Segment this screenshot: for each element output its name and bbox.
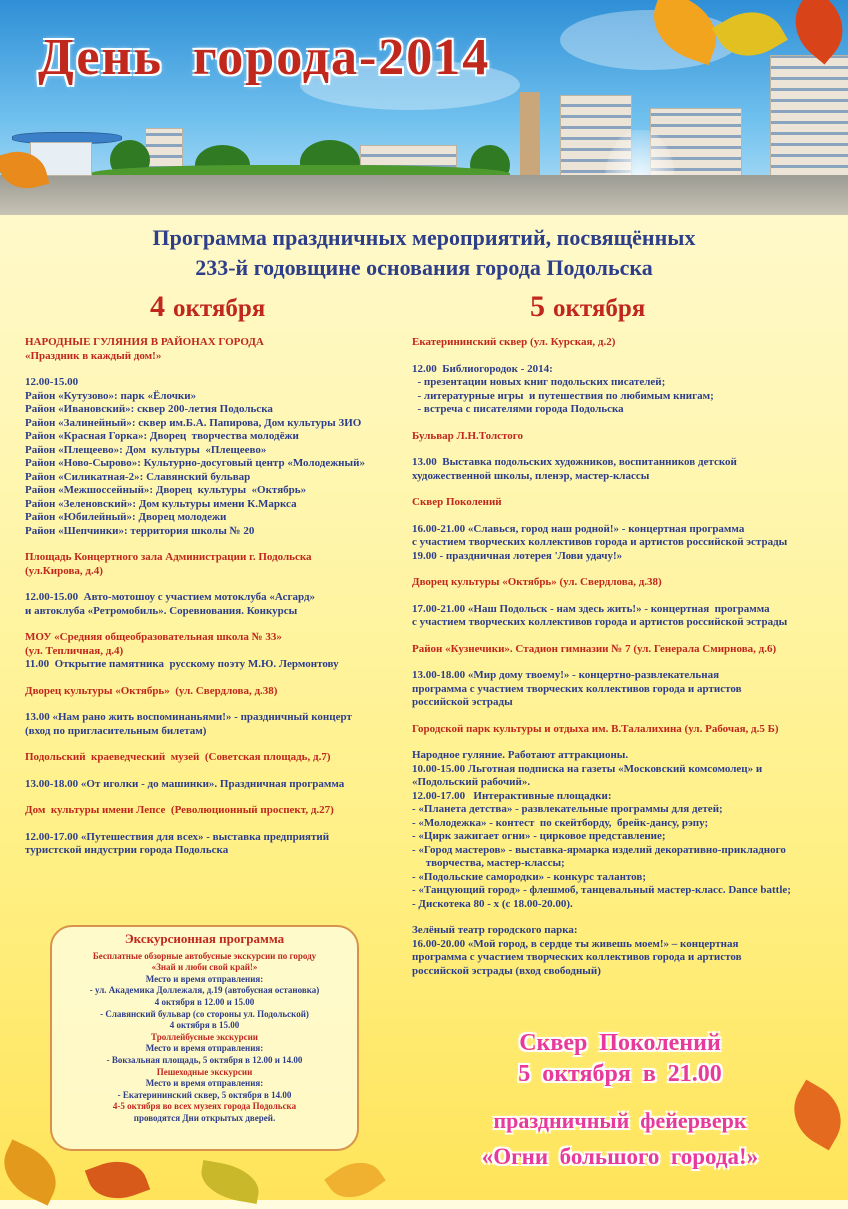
schedule-line: - «Молодежка» - контест по скейтборду, брейк-дансу, рэпу; xyxy=(412,816,709,829)
event-details xyxy=(25,376,410,538)
schedule-line: с участием творческих коллективов города и артистов российской эстрады xyxy=(412,616,788,628)
autumn-leaf-icon xyxy=(198,1160,263,1204)
schedule-line: Район «Кутузово»: парк «Ёлочки» xyxy=(25,389,197,402)
schedule-line: 12.00-15.00 Авто-мотошоу с участием мотоклуба «Асгард» xyxy=(25,591,316,603)
building xyxy=(770,55,848,177)
day-month: октября xyxy=(173,295,266,322)
excursion-line: проводятся Дни открытых дверей. xyxy=(133,1112,276,1123)
day-heading-oct5 xyxy=(530,290,645,324)
excursion-line: 4 октября в 12.00 и 15.00 xyxy=(154,996,255,1007)
excursion-title: Экскурсионная программа xyxy=(124,931,285,946)
schedule-line: Городской парк культуры и отдыха им. В.Талалихина (ул. Рабочая, д.5 Б) xyxy=(412,722,779,735)
schedule-line: Район «Силикатная-2»: Славянский бульвар xyxy=(25,470,251,483)
schedule-line: Район «Шепчинки»: территория школы № 20 xyxy=(25,524,255,537)
schedule-line: - встреча с писателями города Подольска xyxy=(412,403,624,415)
schedule-line: Народное гуляние. Работают аттракционы. xyxy=(412,749,629,761)
schedule-line: Сквер Поколений xyxy=(412,496,502,508)
schedule-line: 13.00-18.00 «Мир дому твоему!» - концертно-развлекательная xyxy=(412,669,720,681)
schedule-line: - «Город мастеров» - выставка-ярмарка изделий декоративно-прикладного xyxy=(412,843,786,856)
schedule-line: МОУ «Средняя общеобразовательная школа № 33» xyxy=(25,631,282,643)
venue-heading xyxy=(412,643,842,657)
fireworks-show-name: «Огни большого города!» xyxy=(481,1144,759,1169)
program-subtitle-line1: Программа праздничных мероприятий, посвящённых xyxy=(152,225,696,250)
excursion-line: - ул. Академика Доллежаля, д.19 (автобусная остановка) xyxy=(89,985,320,996)
event-details xyxy=(412,924,842,978)
venue-heading xyxy=(412,496,842,510)
schedule-line: с участием творческих коллективов города и артистов российской эстрады xyxy=(412,536,788,548)
schedule-line: - «Цирк зажигает огни» - цирковое представление; xyxy=(412,830,666,842)
event-details xyxy=(412,749,842,911)
schedule-line: (ул.Кирова, д.4) xyxy=(25,564,103,577)
event-details xyxy=(25,591,410,618)
fireworks-venue: Сквер Поколений xyxy=(519,1030,721,1056)
venue-heading xyxy=(25,631,410,658)
excursion-line: 4 октября в 15.00 xyxy=(169,1020,240,1031)
schedule-line: НАРОДНЫЕ ГУЛЯНИЯ В РАЙОНАХ ГОРОДА xyxy=(25,336,264,348)
venue-heading xyxy=(25,551,410,578)
venue-heading xyxy=(412,336,842,350)
schedule-line: - презентации новых книг подольских писателей; xyxy=(412,376,666,388)
schedule-line: Зелёный театр городского парка: xyxy=(412,924,578,936)
venue-heading xyxy=(25,685,410,699)
schedule-line: - «Планета детства» - развлекательные программы для детей; xyxy=(412,803,723,815)
schedule-line: 16.00-20.00 «Мой город, в сердце ты живешь моем!» – концертная xyxy=(412,937,739,950)
event-details xyxy=(412,363,842,417)
schedule-line: - «Танцующий город» - флешмоб, танцевальный мастер-класс. Dance battle; xyxy=(412,884,791,896)
schedule-line: Район «Зеленовский»: Дом культуры имени К.Маркса xyxy=(25,497,297,510)
page-title: День города-2014 xyxy=(38,29,491,86)
schedule-line: «Праздник в каждый дом!» xyxy=(25,349,162,362)
schedule-line: программа с участием творческих коллективов города и артистов xyxy=(412,682,742,695)
event-details xyxy=(25,658,410,672)
event-details xyxy=(412,456,842,483)
excursion-line: - Екатерининский сквер, 5 октября в 14.00 xyxy=(117,1089,292,1100)
schedule-line: Район «Ново-Сырово»: Культурно-досуговый центр «Молодежный» xyxy=(25,457,365,469)
schedule-line: «Подольский рабочий». xyxy=(412,776,531,788)
schedule-line: 13.00 «Нам рано жить воспоминаньями!» - праздничный концерт xyxy=(25,711,352,723)
excursion-lines xyxy=(52,951,357,1125)
excursion-line: - Славянский бульвар (со стороны ул. Подольской) xyxy=(100,1008,309,1019)
schedule-line: Дворец культуры «Октябрь» (ул. Свердлова, д.38) xyxy=(412,576,662,588)
schedule-line: Район «Межшоссейный»: Дворец культуры «Октябрь» xyxy=(25,484,307,496)
schedule-line: 11.00 Открытие памятника русскому поэту М.Ю. Лермонтову xyxy=(25,658,339,670)
schedule-line: - Дискотека 80 - х (с 18.00-20.00). xyxy=(412,897,573,910)
autumn-leaf-icon xyxy=(324,1151,386,1209)
venue-heading xyxy=(412,430,842,444)
excursion-line: Пешеходные экскурсии xyxy=(156,1066,253,1077)
excursion-line: - Вокзальная площадь, 5 октября в 12.00 и 14.00 xyxy=(106,1054,303,1065)
schedule-line: - литературные игры и путешествия по любимым книгам; xyxy=(412,389,714,402)
clock-tower xyxy=(520,92,540,182)
program-subtitle-line2: 233-й годовщине основания города Подольска xyxy=(195,255,653,280)
schedule-line: 12.00-15.00 xyxy=(25,376,79,388)
excursion-line: 4-5 октября во всех музеях города Подольска xyxy=(112,1101,297,1112)
event-details xyxy=(412,603,842,630)
day-month: октября xyxy=(553,295,646,322)
event-details xyxy=(412,523,842,564)
day-number: 4 xyxy=(150,290,165,323)
excursion-program-box xyxy=(50,925,359,1151)
schedule-line: Подольский краеведческий музей (Советская площадь, д.7) xyxy=(25,751,331,763)
schedule-line: (вход по пригласительным билетам) xyxy=(25,724,207,737)
schedule-line: - «Подольские самородки» - конкурс талантов; xyxy=(412,870,647,883)
excursion-line: Место и время отправления: xyxy=(145,1078,264,1089)
fireworks-caption: праздничный фейерверк xyxy=(493,1108,747,1133)
schedule-oct4 xyxy=(25,336,410,871)
schedule-line: 10.00-15.00 Льготная подписка на газеты «Московский комсомолец» и xyxy=(412,762,763,775)
schedule-line: Площадь Концертного зала Администрации г. Подольска xyxy=(25,551,312,563)
schedule-line: Район «Красная Горка»: Дворец творчества молодёжи xyxy=(25,430,299,442)
day-number: 5 xyxy=(530,290,545,323)
excursion-line: Место и время отправления: xyxy=(145,973,264,984)
venue-heading xyxy=(25,751,410,765)
excursion-line: Троллейбусные экскурсии xyxy=(151,1031,258,1042)
excursion-line: «Знай и люби свой край!» xyxy=(151,962,258,973)
schedule-line: Дом культуры имени Лепсе (Революционный проспект, д.27) xyxy=(25,804,334,816)
fireworks-datetime: 5 октября в 21.00 xyxy=(518,1061,722,1087)
schedule-line: Район «Залинейный»: сквер им.Б.А. Папирова, Дом культуры ЗИО xyxy=(25,416,362,429)
event-details xyxy=(25,831,410,858)
schedule-line: Бульвар Л.Н.Толстого xyxy=(412,429,524,442)
autumn-leaf-icon xyxy=(0,1139,67,1205)
schedule-line: российской эстрады (вход свободный) xyxy=(412,964,601,977)
schedule-line: 13.00-18.00 «От иголки - до машинки». Праздничная программа xyxy=(25,777,345,790)
schedule-line: российской эстрады xyxy=(412,696,513,708)
schedule-line: художественной школы, пленэр, мастер-классы xyxy=(412,469,650,482)
schedule-line: 12.00 Библиогородок - 2014: xyxy=(412,362,553,375)
schedule-oct5 xyxy=(412,336,842,991)
schedule-line: Дворец культуры «Октябрь» (ул. Свердлова, д.38) xyxy=(25,684,278,697)
schedule-line: 12.00-17.00 Интерактивные площадки: xyxy=(412,789,612,802)
event-details xyxy=(412,669,842,710)
schedule-line: 16.00-21.00 «Славься, город наш родной!» - концертная программа xyxy=(412,522,745,535)
excursion-line: Место и время отправления: xyxy=(145,1043,264,1054)
event-details xyxy=(25,711,410,738)
square-pavement xyxy=(0,175,848,215)
schedule-line: 13.00 Выставка подольских художников, воспитанников детской xyxy=(412,456,737,468)
schedule-line: Район «Кузнечики». Стадион гимназии № 7 (ул. Генерала Смирнова, д.6) xyxy=(412,642,777,655)
schedule-line: Район «Юбилейный»: Дворец молодежи xyxy=(25,511,227,523)
event-details xyxy=(25,778,410,792)
schedule-line: 19.00 - праздничная лотерея 'Лови удачу!» xyxy=(412,549,623,562)
venue-heading xyxy=(25,336,410,363)
day-heading-oct4 xyxy=(150,290,265,324)
schedule-line: Район «Плещеево»: Дом культуры «Плещеево» xyxy=(25,443,267,456)
schedule-line: (ул. Тепличная, д.4) xyxy=(25,644,124,657)
venue-heading xyxy=(412,723,842,737)
schedule-line: 12.00-17.00 «Путешествия для всех» - выставка предприятий xyxy=(25,830,330,843)
schedule-line: 17.00-21.00 «Наш Подольск - нам здесь жить!» - концертная программа xyxy=(412,602,770,615)
venue-heading xyxy=(412,576,842,590)
schedule-line: и автоклуба «Ретромобиль». Соревнования. Конкурсы xyxy=(25,604,298,617)
schedule-line: Екатерининский сквер (ул. Курская, д.2) xyxy=(412,336,616,348)
excursion-line: Бесплатные обзорные автобусные экскурсии по городу xyxy=(92,950,317,961)
header-banner xyxy=(0,0,848,215)
venue-heading xyxy=(25,804,410,818)
schedule-line: туристской индустрии города Подольска xyxy=(25,844,229,856)
schedule-line: Район «Ивановский»: сквер 200-летия Подольска xyxy=(25,403,273,415)
schedule-line: программа с участием творческих коллективов города и артистов xyxy=(412,951,742,963)
schedule-line: творчества, мастер-классы; xyxy=(412,857,565,869)
